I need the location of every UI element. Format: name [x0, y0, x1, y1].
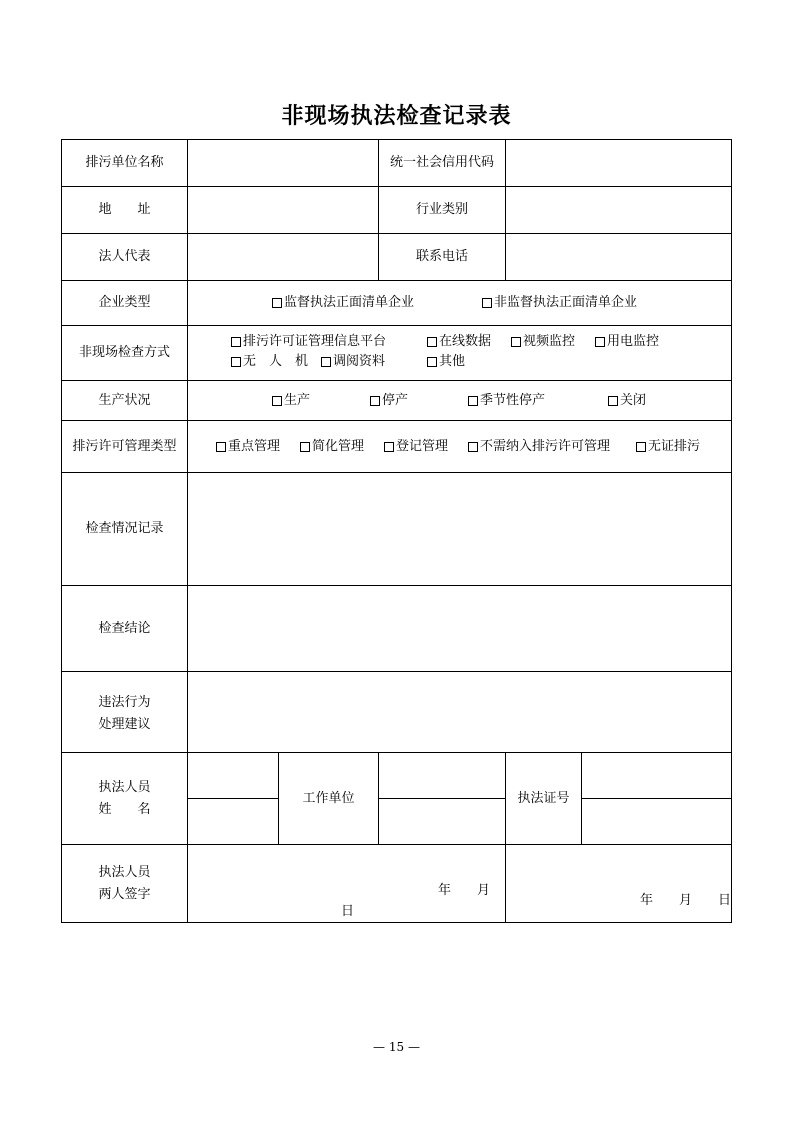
option-simplified-management[interactable]: 简化管理 — [300, 437, 364, 457]
option-non-positive-list[interactable]: 非监督执法正面清单企业 — [482, 293, 637, 313]
option-seasonal-stop[interactable]: 季节性停产 — [468, 391, 545, 411]
option-positive-list[interactable]: 监督执法正面清单企业 — [272, 293, 414, 313]
label-signature-line1: 执法人员 — [98, 864, 151, 880]
signature-2-field[interactable] — [506, 845, 731, 922]
violation-field[interactable] — [188, 672, 731, 752]
option-key-management[interactable]: 重点管理 — [216, 437, 280, 457]
checkbox-icon[interactable] — [231, 337, 241, 347]
option-registration-management[interactable]: 登记管理 — [384, 437, 448, 457]
enterprise-type-options — [188, 281, 731, 325]
option-stopped[interactable]: 停产 — [370, 391, 408, 411]
checkbox-icon[interactable] — [468, 396, 478, 406]
signature-1-day: 日 — [341, 904, 355, 919]
option-online-data[interactable]: 在线数据 — [427, 332, 491, 352]
label-check-method: 非现场检查方式 — [78, 345, 170, 360]
checkbox-icon[interactable] — [427, 357, 437, 367]
checkbox-icon[interactable] — [300, 442, 310, 452]
work-unit-2-field[interactable] — [379, 799, 505, 844]
officer-name-1-field[interactable] — [188, 753, 278, 798]
option-permit-platform[interactable]: 排污许可证管理信息平台 — [231, 332, 386, 352]
checkbox-icon[interactable] — [427, 337, 437, 347]
check-record-field[interactable] — [188, 473, 731, 585]
checkbox-icon[interactable] — [231, 357, 241, 367]
production-status-options — [188, 381, 731, 420]
label-industry: 行业类别 — [415, 202, 468, 217]
conclusion-field[interactable] — [188, 586, 731, 671]
checkbox-icon[interactable] — [511, 337, 521, 347]
label-unit-name: 排污单位名称 — [85, 155, 164, 170]
label-conclusion: 检查结论 — [98, 620, 151, 636]
label-credit-code: 统一社会信用代码 — [389, 155, 494, 170]
checkbox-icon[interactable] — [468, 442, 478, 452]
cert-no-2-field[interactable] — [582, 799, 731, 844]
checkbox-icon[interactable] — [608, 396, 618, 406]
unit-name-field[interactable] — [188, 140, 378, 186]
phone-field[interactable] — [506, 234, 731, 280]
checkbox-icon[interactable] — [636, 442, 646, 452]
label-violation-line1: 违法行为 — [98, 695, 151, 710]
check-method-options-row1 — [188, 332, 731, 352]
label-officer-line2: 姓 名 — [98, 801, 151, 817]
label-phone: 联系电话 — [415, 249, 468, 264]
checkbox-icon[interactable] — [216, 442, 226, 452]
checkbox-icon[interactable] — [272, 396, 282, 406]
label-enterprise-type: 企业类型 — [98, 295, 151, 310]
checkbox-icon[interactable] — [482, 298, 492, 308]
option-producing[interactable]: 生产 — [272, 391, 310, 411]
industry-field[interactable] — [506, 187, 731, 233]
option-no-permit-required[interactable]: 不需纳入排污许可管理 — [468, 437, 610, 457]
signature-2-date: 年 月 日 — [640, 893, 732, 908]
credit-code-field[interactable] — [506, 140, 731, 186]
work-unit-1-field[interactable] — [379, 753, 505, 798]
checkbox-icon[interactable] — [370, 396, 380, 406]
check-method-options-row2 — [188, 352, 731, 372]
label-violation-line2: 处理建议 — [98, 717, 151, 732]
option-video-monitor[interactable]: 视频监控 — [511, 332, 575, 352]
label-permit-type: 排污许可管理类型 — [72, 438, 177, 454]
label-address: 地 址 — [98, 202, 151, 217]
option-power-monitor[interactable]: 用电监控 — [595, 332, 659, 352]
label-violation — [62, 672, 187, 752]
checkbox-icon[interactable] — [384, 442, 394, 452]
legal-rep-field[interactable] — [188, 234, 378, 280]
label-officer-name — [62, 753, 187, 844]
option-drone[interactable]: 无 人 机 — [231, 352, 308, 372]
checkbox-icon[interactable] — [321, 357, 331, 367]
label-production-status: 生产状况 — [98, 392, 151, 408]
label-work-unit: 工作单位 — [302, 790, 355, 806]
option-other[interactable]: 其他 — [427, 352, 465, 372]
label-legal-rep: 法人代表 — [98, 249, 151, 264]
cert-no-1-field[interactable] — [582, 753, 731, 798]
option-closed[interactable]: 关闭 — [608, 391, 646, 411]
label-officer-line1: 执法人员 — [98, 779, 151, 795]
checkbox-icon[interactable] — [272, 298, 282, 308]
page-number: — 15 — — [373, 1040, 420, 1054]
option-consult-records[interactable]: 调阅资料 — [321, 352, 385, 372]
signature-1-year-month: 年 月 — [438, 883, 491, 898]
address-field[interactable] — [188, 187, 378, 233]
form-title: 非现场执法检查记录表 — [281, 103, 512, 129]
checkbox-icon[interactable] — [595, 337, 605, 347]
label-cert-no: 执法证号 — [517, 790, 570, 806]
permit-type-options — [188, 421, 731, 472]
option-unlicensed-discharge[interactable]: 无证排污 — [636, 437, 700, 457]
label-signature-line2: 两人签字 — [98, 886, 151, 902]
label-check-record: 检查情况记录 — [85, 521, 164, 536]
label-signature — [62, 845, 187, 922]
officer-name-2-field[interactable] — [188, 799, 278, 844]
